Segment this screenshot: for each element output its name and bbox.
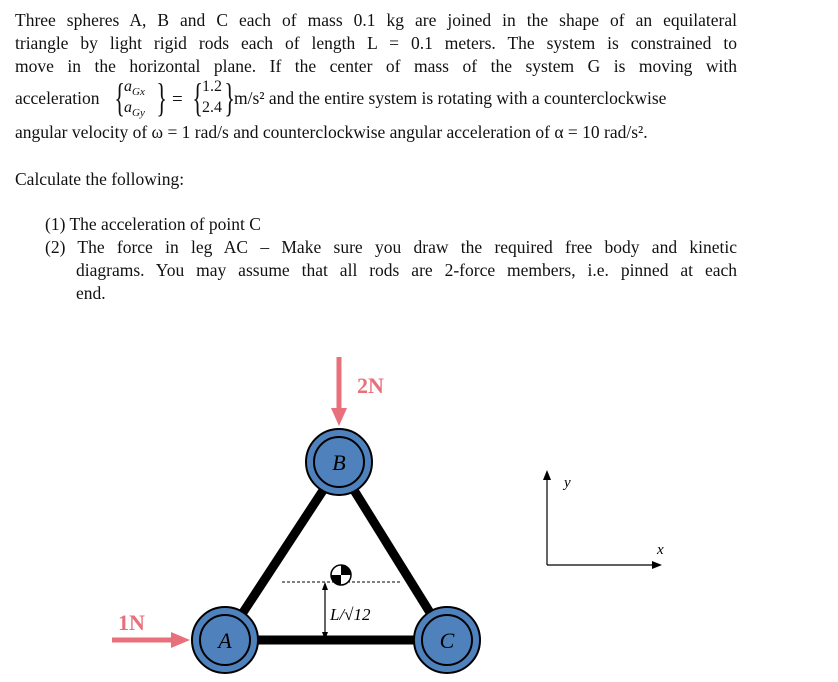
node-c-label: C — [439, 628, 455, 653]
height-arrow-up — [322, 582, 328, 590]
a-gy-symbol: $a_{Gy}$ — [124, 99, 145, 120]
x-axis-label: x — [657, 542, 664, 558]
equals-sign: = — [172, 89, 183, 110]
problem-line-3: move in the horizontal plane. If the center of mass of the system G is moving with — [15, 56, 737, 76]
accel-y-value: 2.4 — [202, 99, 222, 116]
acceleration-rest: m/s² and the entire system is rotating with a counterclockwise — [234, 88, 667, 108]
force-b-label: 2N — [357, 373, 384, 398]
node-a-label: A — [218, 628, 232, 653]
question-1: (1) The acceleration of point C — [45, 214, 261, 234]
y-axis-label: y — [564, 475, 571, 491]
calculate-heading: Calculate the following: — [15, 169, 185, 189]
right-brace-2: } — [224, 75, 235, 120]
a-gx-symbol: $a_{Gx}$ — [124, 78, 145, 99]
force-a-label: 1N — [118, 610, 145, 635]
force-b-arrow-head — [331, 408, 347, 426]
node-b-label: B — [332, 450, 346, 475]
problem-line-2: triangle by light rigid rods each of length L = 0.1 meters. The system is constrained to — [15, 33, 737, 53]
left-brace-1: { — [114, 75, 125, 120]
right-brace-1: } — [156, 75, 167, 120]
x-axis-arrow — [652, 561, 662, 569]
y-axis-arrow — [543, 470, 551, 480]
node-a — [192, 607, 258, 673]
left-brace-2: { — [192, 75, 203, 120]
accel-x-value: 1.2 — [202, 78, 222, 95]
height-label: L/√12 — [330, 605, 371, 624]
node-c — [414, 607, 480, 673]
force-a-arrow-head — [171, 632, 190, 648]
center-of-mass-icon — [331, 565, 351, 585]
node-b — [306, 429, 372, 495]
acceleration-word: acceleration — [15, 88, 100, 108]
problem-line-1: Three spheres A, B and C each of mass 0.1 kg are joined in the shape of an equilateral — [15, 10, 737, 30]
question-2-line-a: (2) The force in leg AC – Make sure you draw the required free body and kinetic — [45, 237, 737, 257]
problem-line-5: angular velocity of ω = 1 rad/s and counterclockwise angular acceleration of α = 10 rad/s². — [15, 122, 648, 142]
question-2-line-b: diagrams. You may assume that all rods are 2-force members, i.e. pinned at each — [76, 260, 737, 280]
question-2-line-c: end. — [76, 283, 106, 303]
